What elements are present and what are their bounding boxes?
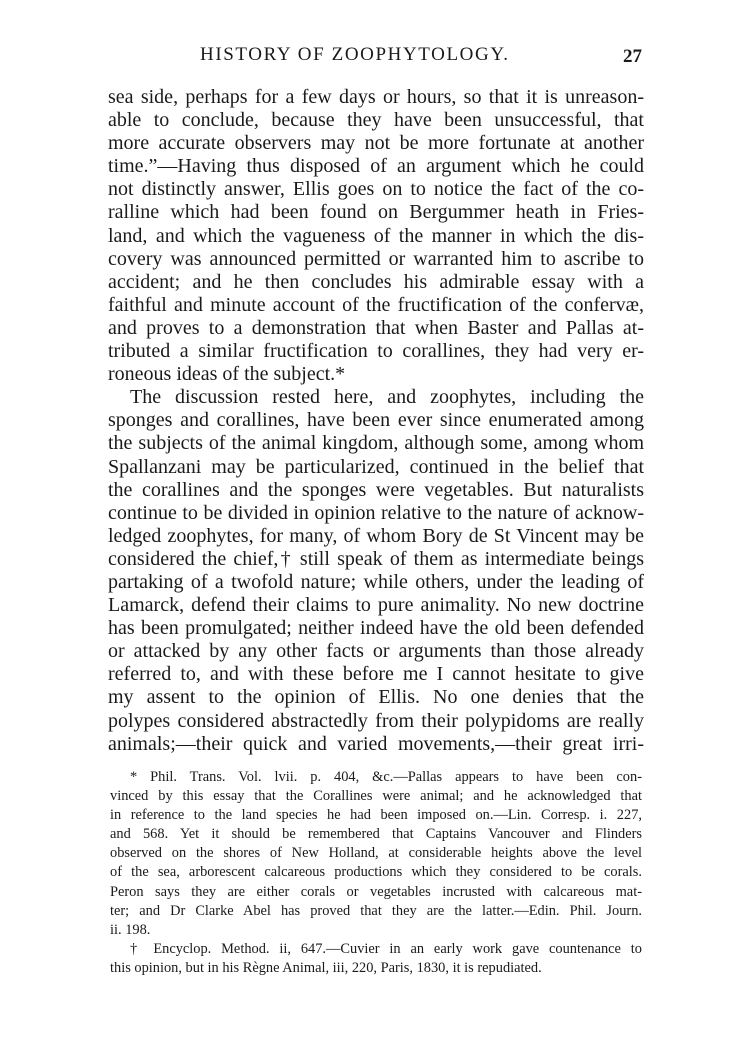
body-line: covery was announced permitted or warranted him to ascribe to [108, 247, 644, 270]
body-line: ledged zoophytes, for many, of whom Bory de St Vincent may be [108, 524, 644, 547]
footnote-line: Peron says they are either corals or vegetables incrusted with calcareous mat- [110, 883, 642, 900]
footnote-line: † Encyclop. Method. ii, 647.—Cuvier in an early work gave countenance to [130, 940, 642, 957]
body-line: ralline which had been found on Bergummer heath in Fries- [108, 201, 644, 224]
footnote-line: vinced by this essay that the Corallines were animal; and he acknowledged that [110, 788, 642, 805]
footnote-line: ii. 198. [110, 921, 151, 938]
body-line: Lamarck, defend their claims to pure animality. No new doctrine [108, 594, 644, 617]
body-line: accident; and he then concludes his admirable essay with a [108, 270, 644, 293]
body-line: Spallanzani may be particularized, continued in the belief that [108, 455, 644, 478]
page-number: 27 [623, 46, 642, 67]
footnote-line: and 568. Yet it should be remembered that Captains Vancouver and Flinders [110, 826, 642, 843]
body-line: able to conclude, because they have been unsuccessful, that [108, 109, 644, 132]
body-line: animals;—their quick and varied movements,—their great irri- [108, 732, 644, 755]
body-line: tributed a similar fructification to corallines, they had very er- [108, 340, 644, 363]
body-line: land, and which the vagueness of the manner in which the dis- [108, 224, 644, 247]
running-head [108, 44, 642, 68]
body-line: continue to be divided in opinion relative to the nature of acknow- [108, 501, 644, 524]
body-line: The discussion rested here, and zoophytes, including the [130, 386, 644, 409]
body-line: the subjects of the animal kingdom, although some, among whom [108, 432, 644, 455]
footnote-line: observed on the shores of New Holland, at considerable heights above the level [110, 845, 642, 862]
footnote-line: of the sea, arborescent calcareous productions which they considered to be corals. [110, 864, 642, 881]
footnote-line: in reference to the land species he had been imposed on.—Lin. Corresp. i. 227, [110, 807, 642, 824]
body-line: my assent to the opinion of Ellis. No one denies that the [108, 686, 644, 709]
body-line: the corallines and the sponges were vegetables. But naturalists [108, 478, 644, 501]
body-line: or attacked by any other facts or arguments than those already [108, 640, 644, 663]
body-line: sponges and corallines, have been ever since enumerated among [108, 409, 644, 432]
body-line: roneous ideas of the subject.* [108, 363, 346, 386]
body-line: sea side, perhaps for a few days or hours, so that it is unreason- [108, 86, 644, 108]
running-title: HISTORY OF ZOOPHYTOLOGY. [200, 44, 510, 65]
body-line: not distinctly answer, Ellis goes on to notice the fact of the co- [108, 178, 644, 201]
body-line: partaking of a twofold nature; while others, under the leading of [108, 570, 644, 593]
body-line: time.”—Having thus disposed of an argument which he could [108, 155, 644, 178]
body-line: more accurate observers may not be more fortunate at another [108, 132, 644, 155]
body-line: polypes considered abstractedly from their polypidoms are really [108, 709, 644, 732]
footnote-line: * Phil. Trans. Vol. lvii. p. 404, &c.—Pallas appears to have been con- [130, 769, 642, 785]
body-text [108, 86, 644, 756]
body-line: considered the chief,† still speak of them as intermediate beings [108, 547, 644, 570]
footnote-line: this opinion, but in his Règne Animal, iii, 220, Paris, 1830, it is repudiated. [110, 959, 542, 976]
body-line: has been promulgated; neither indeed have the old been defended [108, 617, 644, 640]
body-line: faithful and minute account of the fructification of the confervæ, [108, 293, 644, 316]
body-line: and proves to a demonstration that when Baster and Pallas at- [108, 316, 644, 339]
footnote-line: ter; and Dr Clarke Abel has proved that they are the latter.—Edin. Phil. Journ. [110, 902, 642, 919]
footnotes [110, 768, 642, 978]
body-line: referred to, and with these before me I cannot hesitate to give [108, 663, 644, 686]
